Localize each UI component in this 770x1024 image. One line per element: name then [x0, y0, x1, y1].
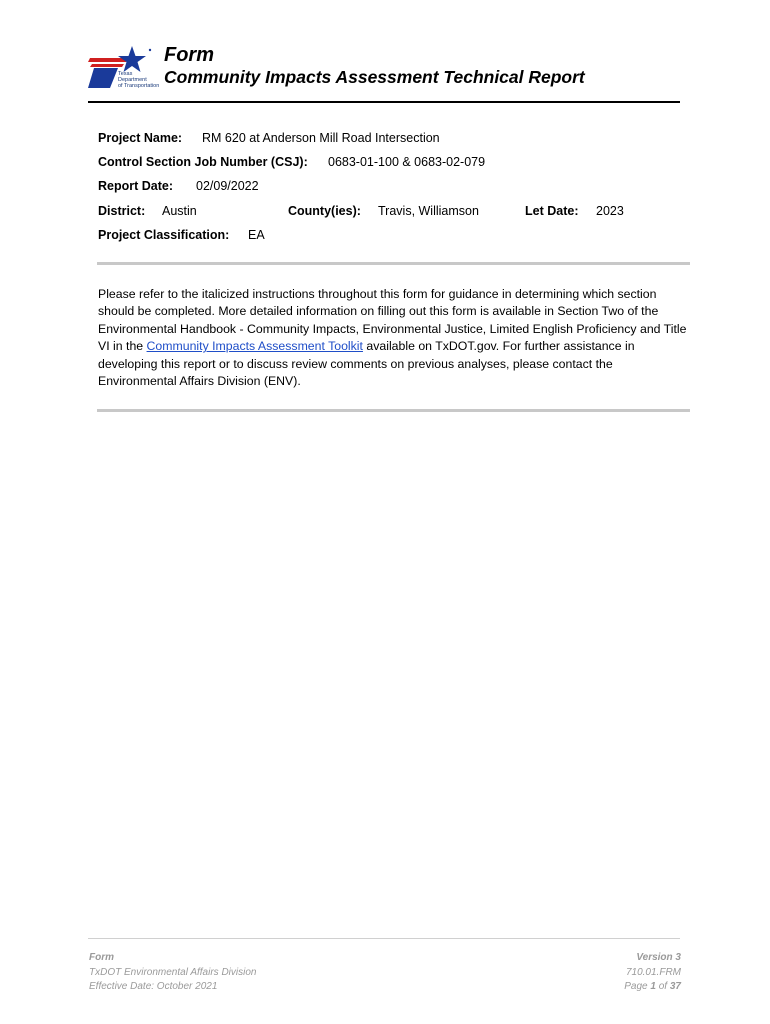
form-label: Form: [164, 44, 214, 66]
report-title: Community Impacts Assessment Technical Report: [164, 67, 585, 87]
let-date-label: Let Date:: [525, 204, 579, 218]
classification-label: Project Classification:: [98, 228, 230, 242]
project-name-label: Project Name:: [98, 131, 183, 145]
project-name-value: RM 620 at Anderson Mill Road Intersection: [202, 131, 440, 145]
header-divider: [88, 101, 680, 103]
toolkit-link[interactable]: Community Impacts Assessment Toolkit: [146, 339, 363, 354]
page-current: 1: [650, 981, 656, 992]
logo-text: Texas Department of Transportation: [118, 71, 160, 89]
footer-form-number: 710.01.FRM: [625, 966, 681, 978]
footer-form-label: Form: [89, 952, 114, 963]
district-label: District:: [98, 204, 146, 218]
footer-right: [624, 951, 681, 995]
section-divider-top: [97, 262, 690, 265]
counties-value: Travis, Williamson: [378, 204, 479, 218]
footer-divider: [88, 938, 680, 939]
counties-label: County(ies):: [288, 204, 361, 218]
report-date-value: 02/09/2022: [196, 179, 259, 193]
page-number: [624, 980, 681, 995]
footer-effective-date: Effective Date: October 2021: [89, 981, 218, 992]
classification-value: EA: [248, 228, 265, 242]
let-date-value: 2023: [596, 204, 624, 218]
footer-left: [89, 951, 256, 995]
report-date-label: Report Date:: [98, 179, 174, 193]
instructions-paragraph: [98, 286, 690, 390]
txdot-logo: [88, 44, 160, 90]
footer-version: Version 3: [636, 952, 681, 963]
district-value: Austin: [162, 204, 197, 218]
page-total: 37: [669, 981, 681, 992]
csj-value: 0683-01-100 & 0683-02-079: [328, 155, 486, 169]
instructions-text-before: Please refer to the italicized instructions throughout this form for guidance in determining which section should be completed. More detailed information on filling out this form is available in Section Two of the Environmental Handbook - Community Impacts, Environmental Justice, Limited English Proficiency and Title VI in the: [98, 287, 687, 354]
page-prefix: Page: [624, 981, 651, 992]
footer-division: TxDOT Environmental Affairs Division: [89, 966, 257, 978]
csj-label: Control Section Job Number (CSJ):: [98, 155, 308, 169]
page-of: of: [655, 981, 670, 992]
section-divider-bottom: [97, 409, 690, 412]
instructions-text-after: available on TxDOT.gov. For further assistance in developing this report or to discuss review comments on previous analyses, please contact the Environmental Affairs Division (ENV).: [98, 339, 635, 389]
